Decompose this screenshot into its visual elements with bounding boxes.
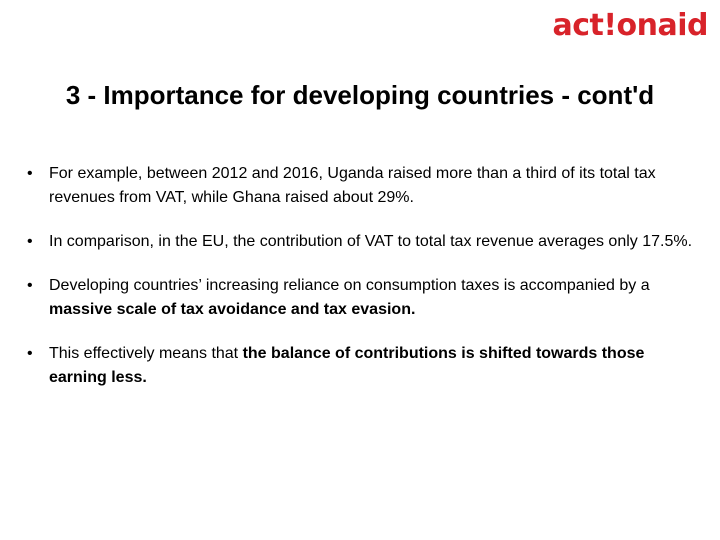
bullet-dot-icon: • [27, 233, 33, 250]
actionaid-logo: act!onaid [552, 8, 708, 43]
bullet-bold-text: massive scale of tax avoidance and tax evasion. [49, 301, 416, 318]
bullet-item [27, 274, 699, 322]
bullet-dot-icon: • [27, 345, 33, 362]
bullet-dot-icon: • [27, 277, 33, 294]
bullet-item [27, 230, 699, 254]
bullet-bold-text: the balance of contributions is shifted towards those earning less. [49, 345, 645, 386]
bullet-item [27, 162, 699, 210]
bullet-list [27, 162, 699, 410]
bullet-text: In comparison, in the EU, the contribution of VAT to total tax revenue averages only 17.5%. [49, 233, 693, 250]
bullet-text: Developing countries’ increasing reliance on consumption taxes is accompanied by a [49, 277, 650, 294]
bullet-item [27, 342, 699, 390]
bullet-dot-icon: • [27, 165, 33, 182]
slide-title: 3 - Importance for developing countries - cont'd [65, 80, 655, 110]
bullet-text: For example, between 2012 and 2016, Uganda raised more than a third of its total tax revenues from VAT, while Ghana raised about 29%. [49, 165, 656, 206]
bullet-text: This effectively means that [49, 345, 243, 362]
